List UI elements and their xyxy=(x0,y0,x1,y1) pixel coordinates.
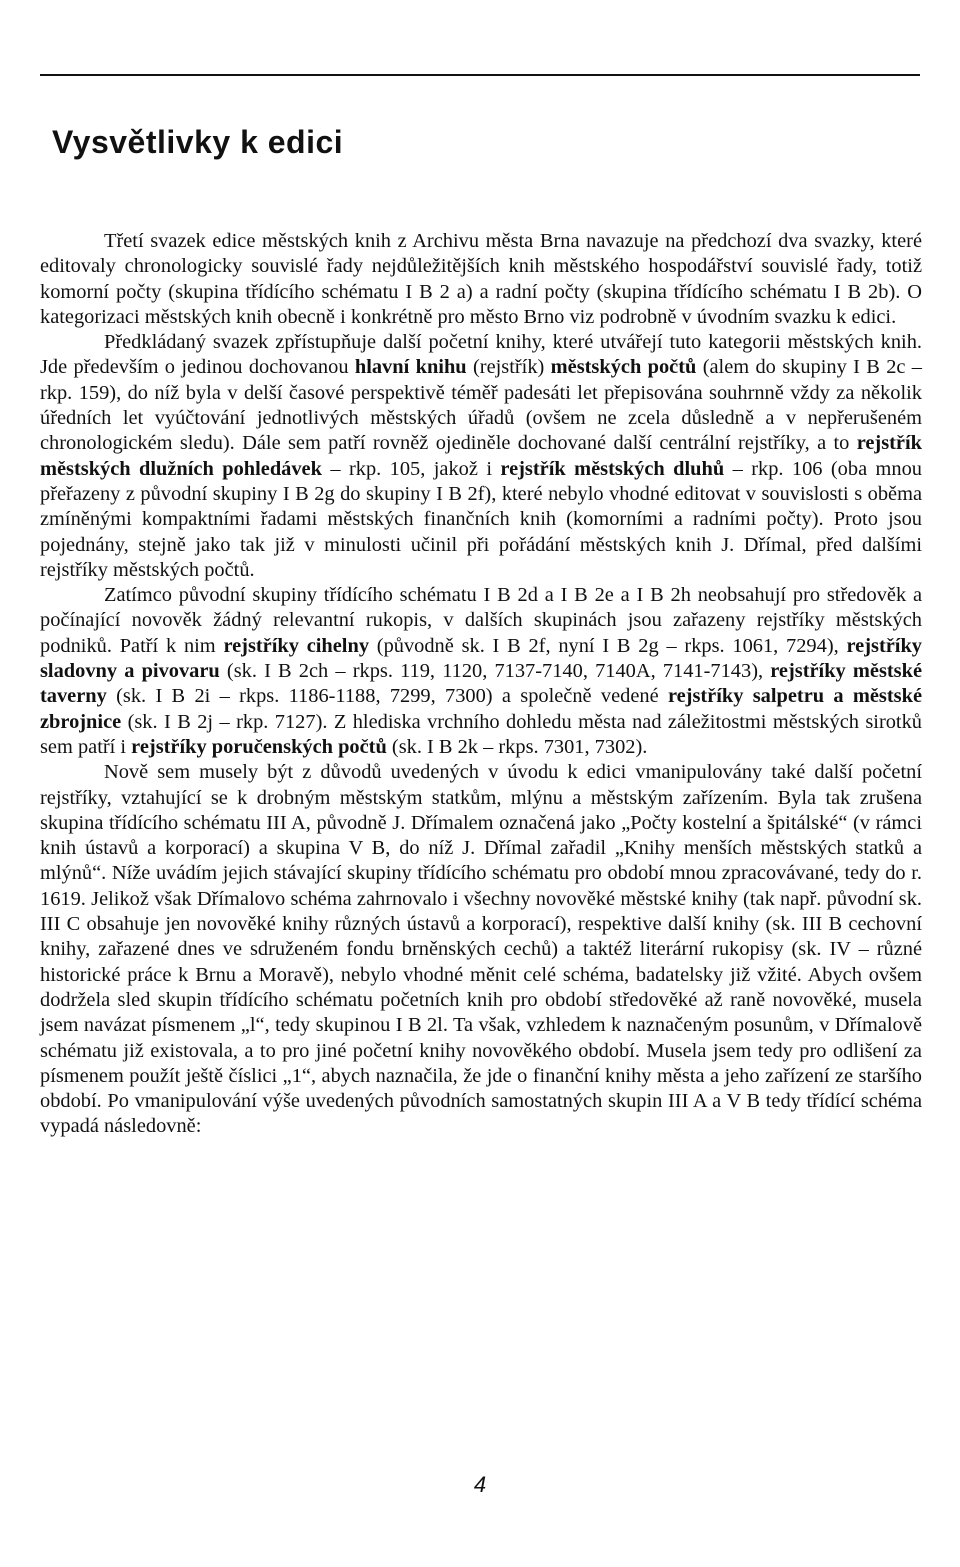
bold-term: rejstřík městských dlužních pohledávek xyxy=(40,432,922,480)
bold-term: rejstříky sladovny a pivovaru xyxy=(40,634,922,683)
text-run: (původně sk. I B 2f, nyní I B 2g – rkps. 1061, 7294), xyxy=(369,634,847,657)
text-run: Třetí svazek edice městských knih z Archivu města Brna navazuje na předchozí dva svazky, které editovaly chronologicky souvislé řady nejdůležitějších knih městského hospodářství souvislé řady, totiž komorní počty (skupina třídícího schématu I B 2 a) a radní počty (skupina třídícího schématu I B 2b). O kategorizaci městských knih obecně i konkrétně pro město Brno viz podrobně v úvodním svazku k edici. xyxy=(40,230,922,328)
text-run: (alem do skupiny I B 2c – rkp. 159), do níž byla v delší časové perspektivě téměř padesáti let přepisována souhrnně vždy za několik úředních let vyúčtování jednotlivých městských úřadů (ovšem ne zcela důsledně a v nepřerušeném chronologickém sledu). Dále sem patří rovněž ojediněle dochované další centrální rejstříky, a to xyxy=(40,356,922,455)
bold-term: městských počtů xyxy=(550,356,697,379)
text-run: (sk. I B 2ch – rkps. 119, 1120, 7137-7140, 7140A, 7141-7143), xyxy=(219,660,771,683)
text-run: (sk. I B 2j – rkp. 7127). Z hlediska vrchního dohledu města nad záležitostmi městských sirotků sem patří i xyxy=(40,710,922,758)
bold-term: rejstříky poručenských počtů xyxy=(131,735,387,758)
text-run: – rkp. 105, jakož i xyxy=(321,457,501,480)
bold-term: rejstříky městské taverny xyxy=(40,660,922,708)
text-run: Zatímco původní skupiny třídícího schématu I B 2d a I B 2e a I B 2h neobsahují pro středověk a počínající novověk žádný relevantní rukopis, v dalších skupinách jsou zařazeny rejstříky městských podniků. Patří k nim xyxy=(40,584,922,657)
bold-term: rejstřík městských dluhů xyxy=(500,457,725,480)
text-run: Nově sem musely být z důvodů uvedených v úvodu k edici vmanipulovány také další početní rejstříky, vztahující se k drobným městským statkům, mlýnu a městským zařízením. Byla tak zrušena skupina třídícího schématu III A, původně J. Dřímalem označená jako „Počty kostelní a špitálské“ (v rámci knih ústavů a korporací) a skupina V B, do níž J. Dřímal zařadil „Knihy menších městských statků a mlýnů“. Níže uvádím jejich stávající skupiny třídícího schématu pro období mnou zpracovávané, tedy do r. 1619. Jelikož však Dřímalovo schéma zahrnovalo i všechny novověké městské knihy (tak např. původní sk. III C obsahuje jen novověké knihy různých ústavů a korporací), respektive další knihy (sk. III B cechovní knihy, zařazené dnes ve sdruženém fondu brněnských cechů) a taktéž literární rukopisy (sk. IV – různé historické práce k Brnu a Moravě), nebylo vhodné měnit celé schéma, badatelsky již vžité. Abych ovšem dodržela sled skupin třídícího schématu početních knih pro období středověké až raně novověké, musela jsem navázat písmenem „l“, tedy skupinou I B 2l. Ta však, vzhledem k naznačeným posunům, v Dřímalově schématu již existovala, a to pro jiné početní knihy novověkého období. Musela jsem tedy pro odlišení za písmenem použít ještě číslici „1“, abych naznačila, že jde o finanční knihy města a jeho zařízení ze staršího období. Po vmanipulování výše uvedených původních samostatných skupin III A a V B tedy třídící schéma vypadá následovně: xyxy=(40,761,922,1138)
bold-term: rejstříky cihelny xyxy=(223,634,370,657)
paragraph xyxy=(40,583,922,760)
text-run: – rkp. 106 (oba mnou přeřazeny z původní skupiny I B 2g do skupiny I B 2f), které nebylo vhodné editovat v souvislosti s oběma zmíněnými kompaktními řadami městských finančních knih (komorními a radními počty). Proto jsou pojednány, stejně jako tak již v minulosti učinil při pořádání městských knih J. Dřímal, před dalšími rejstříky městských počtů. xyxy=(40,457,922,581)
paragraph xyxy=(40,330,922,583)
bold-term: hlavní knihu xyxy=(354,356,467,379)
text-run: (rejstřík) xyxy=(466,356,551,379)
bold-term: rejstříky salpetru a městské zbrojnice xyxy=(40,685,922,733)
paragraph xyxy=(40,229,922,330)
text-run: Předkládaný svazek zpřístupňuje další početní knihy, které utvářejí tuto kategorii městských knih. Jde především o jedinou dochovanou xyxy=(40,331,922,379)
paragraph xyxy=(40,760,922,1139)
page-number: 4 xyxy=(473,1472,487,1497)
top-rule xyxy=(40,74,920,76)
text-run: (sk. I B 2k – rkps. 7301, 7302). xyxy=(386,735,648,758)
text-run: (sk. I B 2i – rkps. 1186-1188, 7299, 7300) a společně vedené xyxy=(106,685,668,708)
body-text xyxy=(40,229,922,1140)
page-title: Vysvětlivky k edici xyxy=(52,124,344,160)
